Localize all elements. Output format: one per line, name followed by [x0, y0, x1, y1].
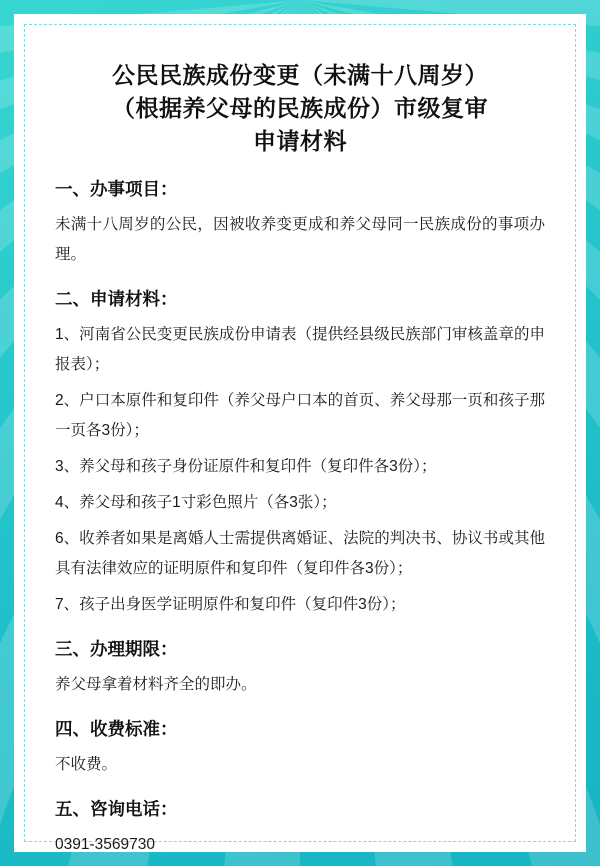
section-办理期限: [55, 636, 545, 700]
section-收费标准: [55, 716, 545, 780]
section-paragraph: 不收费。: [55, 756, 118, 773]
document-card: [14, 14, 586, 852]
section-paragraph: 养父母拿着材料齐全的即办。: [55, 676, 257, 693]
page-title: [55, 59, 545, 158]
section-办事项目: [55, 176, 545, 270]
section-paragraph: 3、养父母和孩子身份证原件和复印件（复印件各3份）；: [55, 458, 437, 475]
section-paragraph: 4、养父母和孩子1寸彩色照片（各3张）；: [55, 494, 337, 511]
section-heading: 二、申请材料：: [55, 289, 178, 309]
page-title-line-2: （根据养父母的民族成份）市级复审: [112, 95, 488, 121]
section-paragraph: 7、孩子出身医学证明原件和复印件（复印件3份）；: [55, 596, 406, 613]
section-paragraph: 1、河南省公民变更民族成份申请表（提供经县级民族部门审核盖章的申报表）；: [55, 326, 545, 373]
document-card-inner: [24, 24, 576, 853]
section-paragraph: 未满十八周岁的公民，因被收养变更成和养父母同一民族成份的事项办理。: [55, 216, 545, 263]
section-heading: 三、办理期限：: [55, 639, 178, 659]
page-title-line-1: 公民民族成份变更（未满十八周岁）: [112, 62, 488, 88]
section-heading: 一、办事项目：: [55, 179, 178, 199]
section-heading: 四、收费标准：: [55, 719, 178, 739]
section-paragraph: 2、户口本原件和复印件（养父母户口本的首页、养父母那一页和孩子那一页各3份）；: [55, 392, 545, 439]
page-title-line-3: 申请材料: [253, 128, 347, 154]
section-paragraph: 6、收养者如果是离婚人士需提供离婚证、法院的判决书、协议书或其他具有法律效应的证明原件和复印件（复印件各3份）；: [55, 530, 545, 577]
section-申请材料: [55, 286, 545, 620]
phone-number: 0391-3569730: [55, 836, 155, 853]
section-咨询电话: [55, 796, 545, 860]
section-heading: 五、咨询电话：: [55, 799, 178, 819]
